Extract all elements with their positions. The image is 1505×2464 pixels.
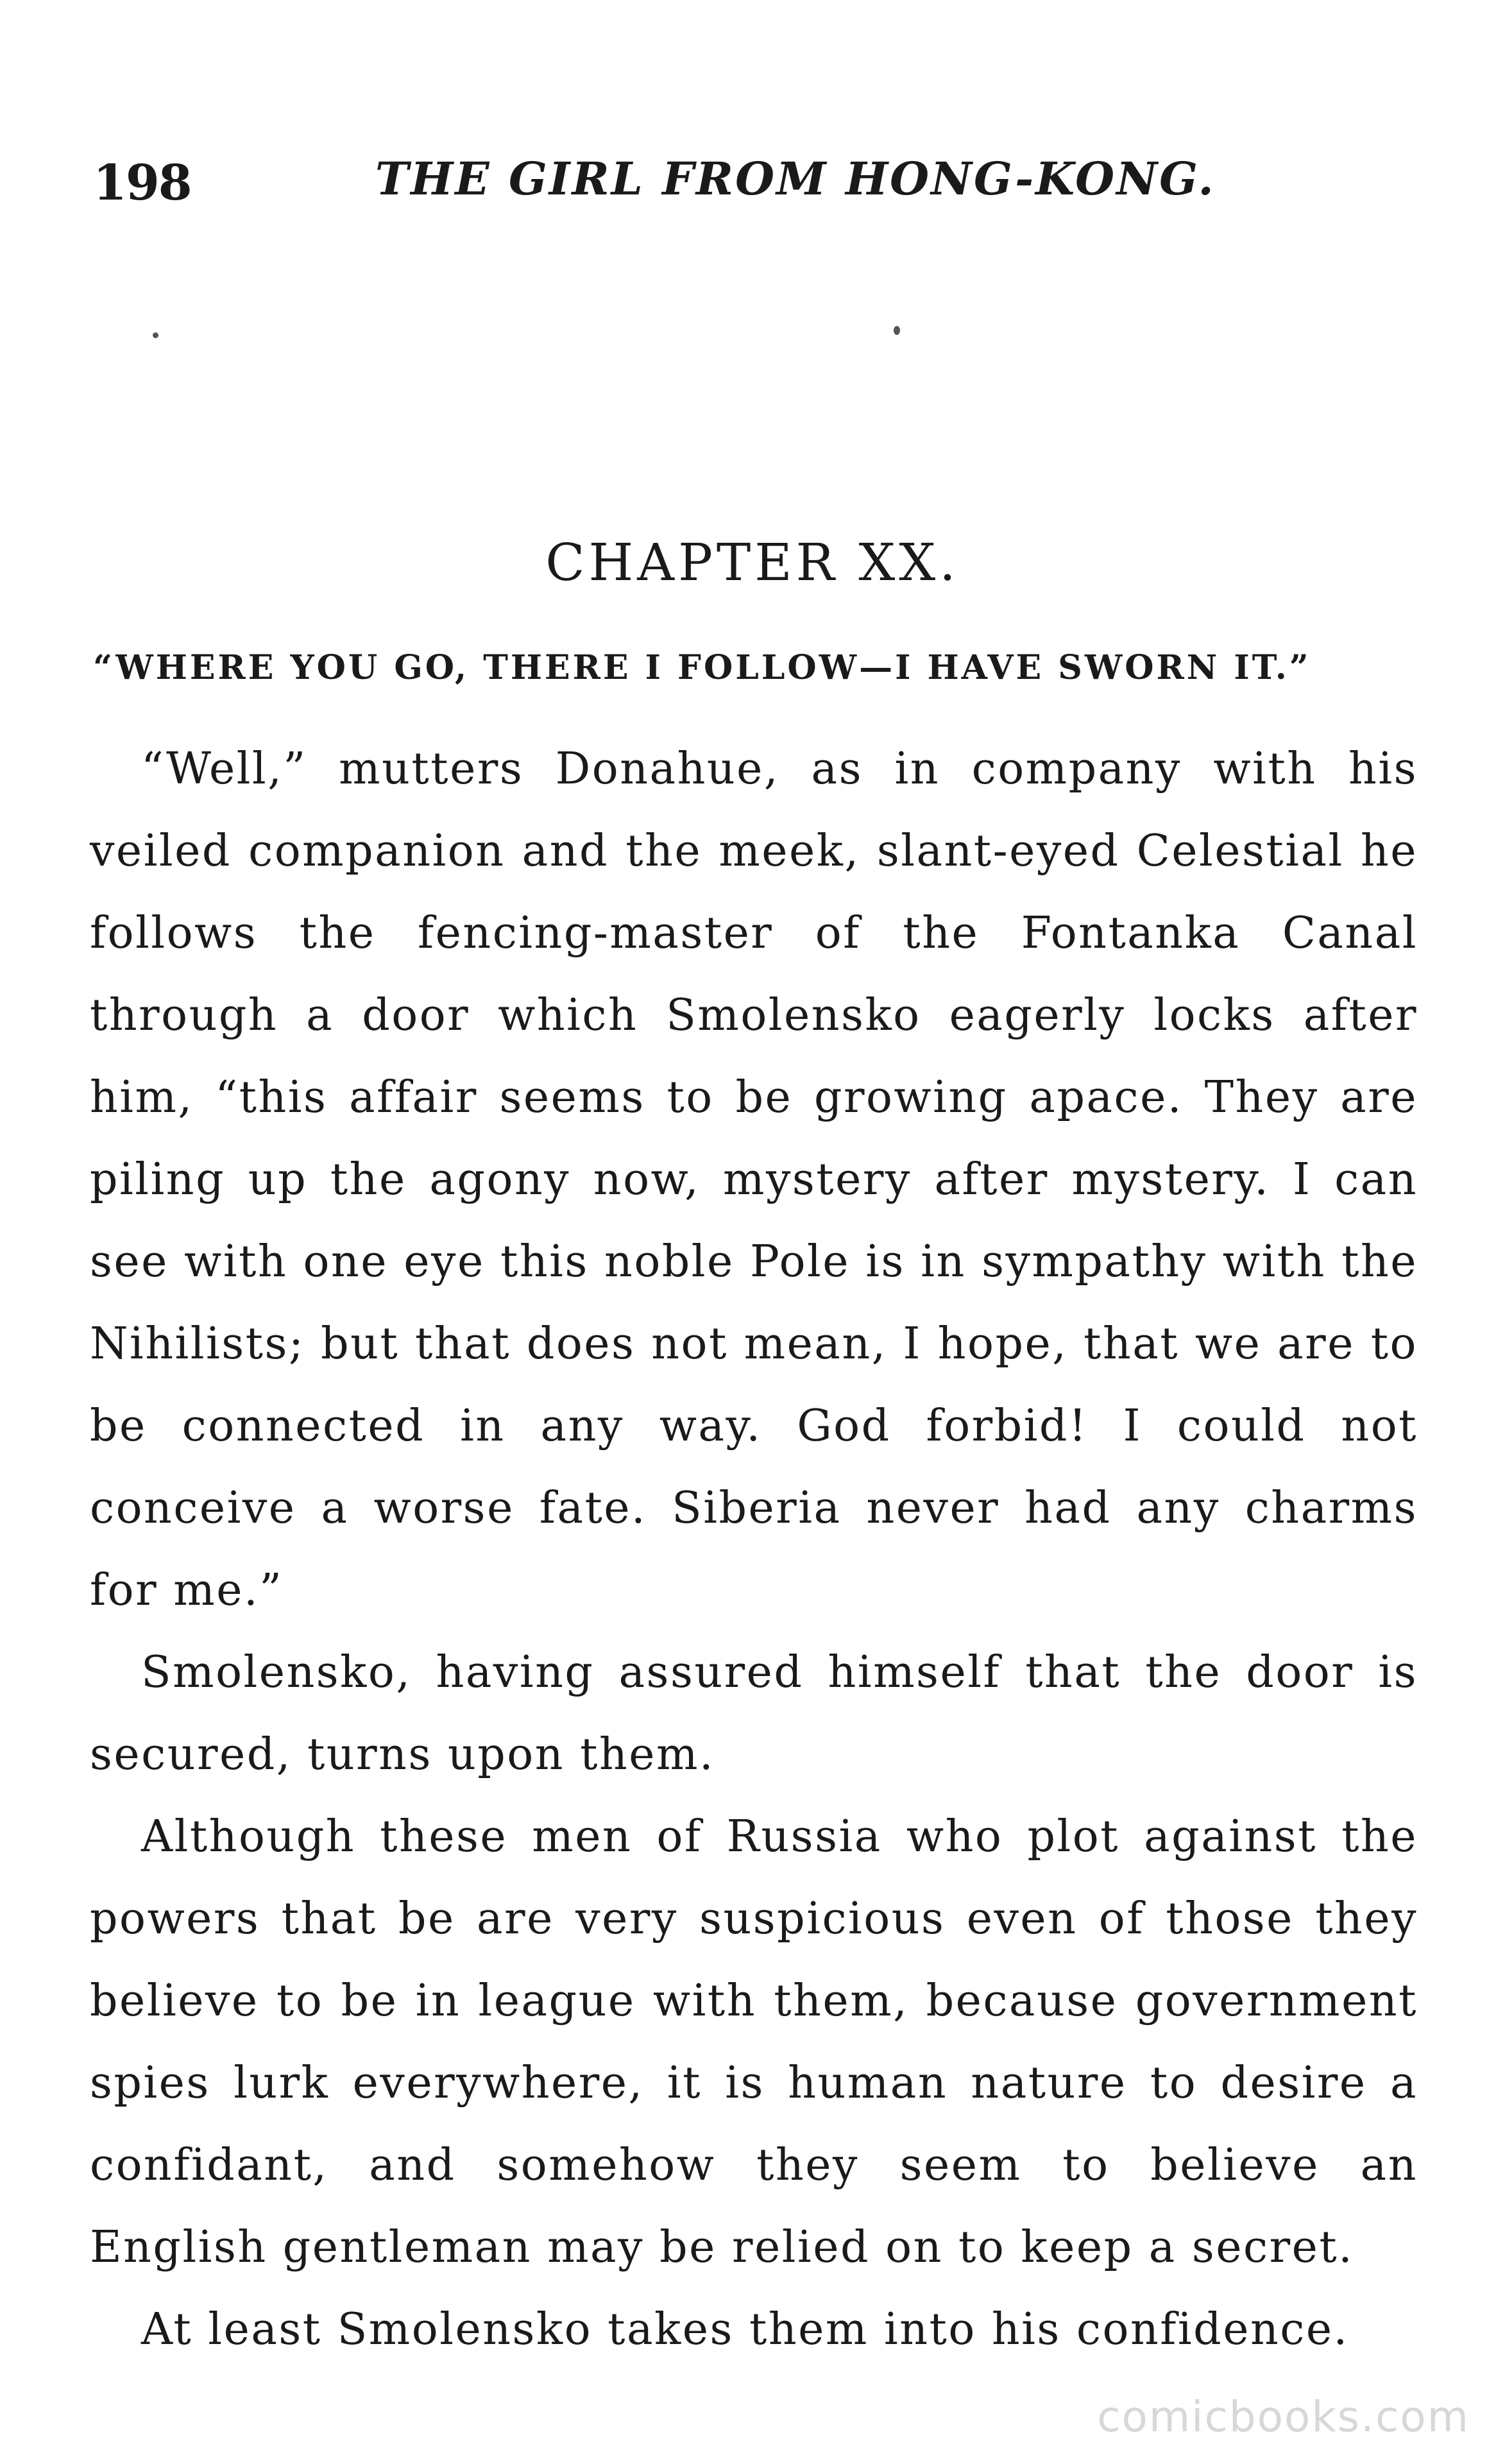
chapter-epigraph: “WHERE YOU GO, THERE I FOLLOW—I HAVE SWORN IT.” bbox=[93, 648, 1311, 687]
chapter-title: CHAPTER XX. bbox=[545, 533, 960, 592]
running-title: THE GIRL FROM HONG-KONG. bbox=[375, 152, 1216, 205]
page-header bbox=[93, 144, 1402, 215]
page-number: 198 bbox=[93, 154, 191, 211]
print-speck bbox=[153, 332, 158, 338]
watermark: comicbooks.com bbox=[1097, 2392, 1470, 2442]
print-speck bbox=[894, 326, 900, 335]
paragraph: “Well,” mutters Donahue, as in company with his veiled companion and the meek, slant-eyed Celestial he follows the fencing-master of the Fontanka Canal through a door which Smolensko eagerly locks after him, “this affair seems to be growing apace. They are piling up the agony now, mystery after mystery. I can see with one eye this noble Pole is in sympathy with the Nihilists; but that does not mean, I hope, that we are to be connected in any way. God forbid! I could not conceive a worse fate. Siberia never had any charms for me.” bbox=[90, 744, 1418, 1616]
paragraph: At least Smolensko takes them into his confidence. bbox=[141, 2304, 1349, 2355]
paragraph: Although these men of Russia who plot against the powers that be are very suspicious even of those they believe to be in league with them, because government spies lurk everywhere, it is human nature to desire a confidant, and somehow they seem to believe an English gentleman may be relied on to keep a secret. bbox=[90, 1811, 1418, 2273]
paragraph: Smolensko, having assured himself that the door is secured, turns upon them. bbox=[90, 1647, 1418, 1780]
body-text bbox=[90, 728, 1418, 2371]
